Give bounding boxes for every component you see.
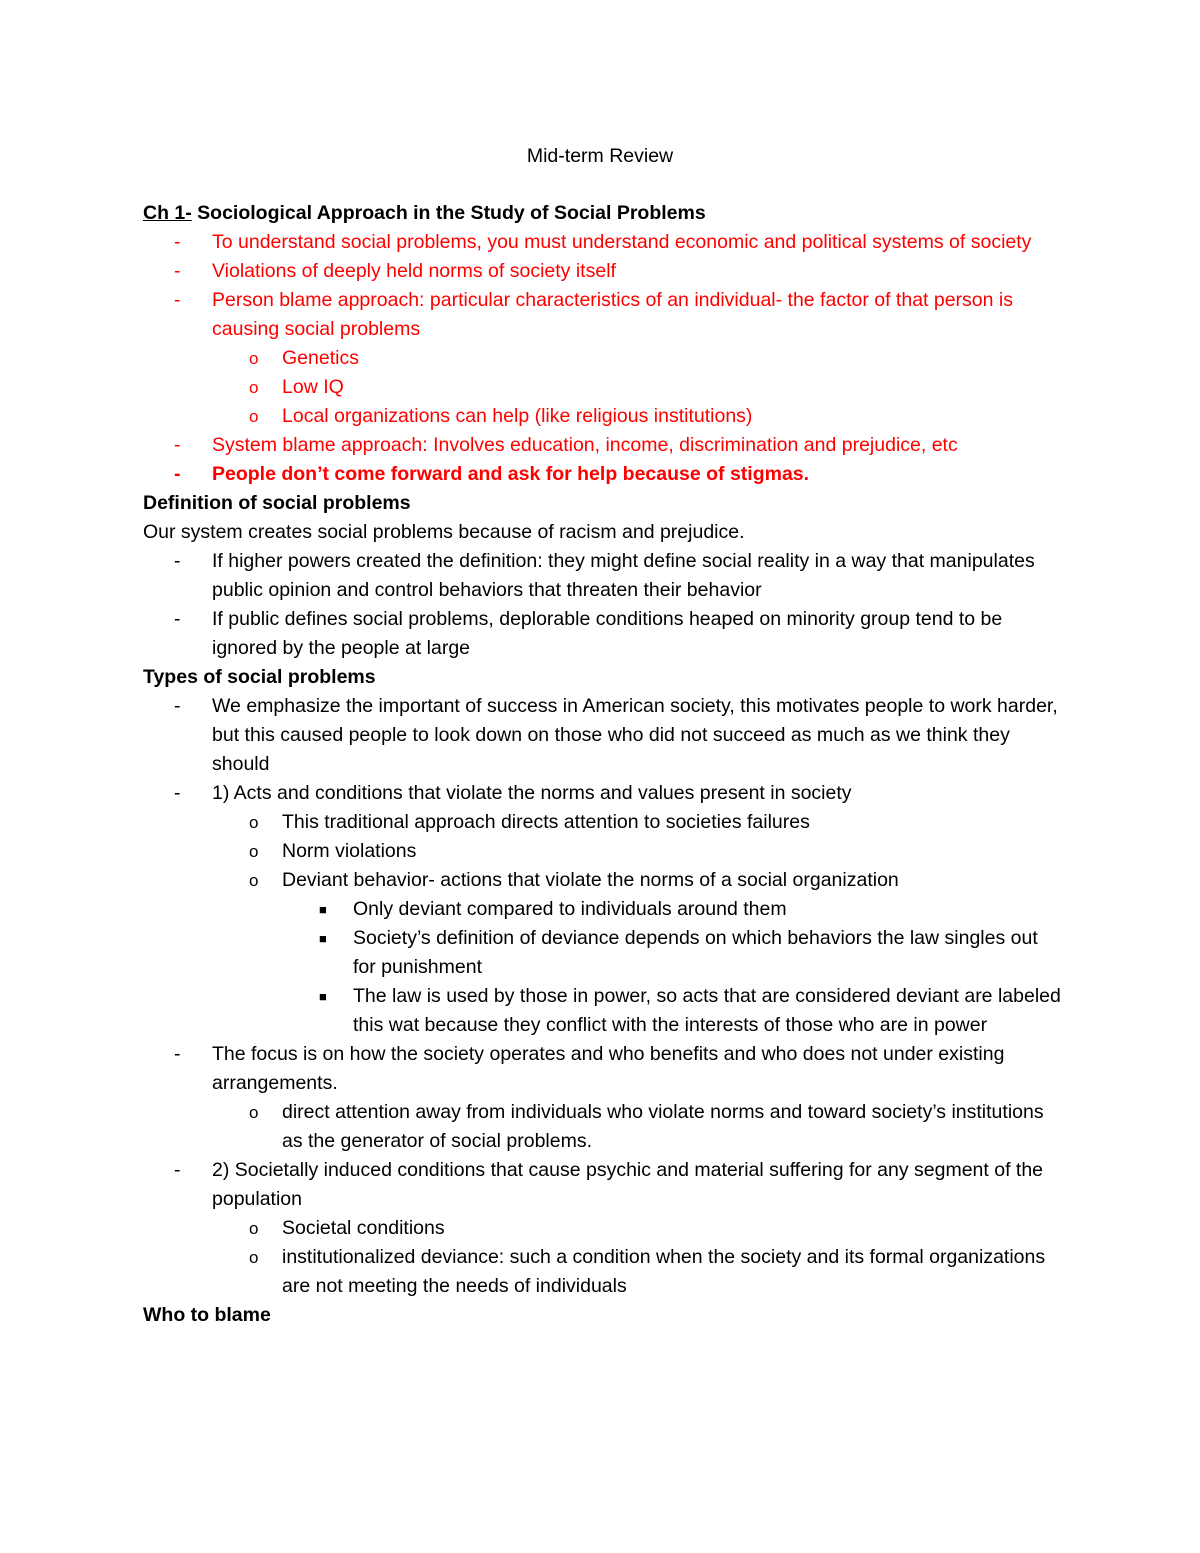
line-text: Person blame approach: particular characteristics of an individual- the factor of that person is causing social problems [212,289,1013,340]
dash-bullet-icon: - [174,782,181,804]
list-item [143,460,1063,489]
sub-list-item [143,1098,1063,1156]
circle-bullet-icon: o [249,407,259,426]
line-text: Local organizations can help (like religious institutions) [282,405,753,427]
section-heading [143,663,1063,692]
line-text: If public defines social problems, deplorable conditions heaped on minority group tend to be ignored by the people at large [212,608,1003,659]
chapter-label: Ch 1- [143,202,192,224]
sub-sub-list-item [143,895,1063,924]
line-text: Low IQ [282,376,344,398]
section-heading [143,1301,1063,1330]
list-item [143,692,1063,779]
square-bullet-icon: ■ [319,902,327,917]
line-text: Who to blame [143,1304,271,1326]
circle-bullet-icon: o [249,349,259,368]
list-item [143,228,1063,257]
sub-list-item [143,373,1063,402]
sub-list-item [143,1243,1063,1301]
sub-list-item [143,837,1063,866]
document-body [143,199,1063,1330]
line-text: Norm violations [282,840,417,862]
line-text: This traditional approach directs attention to societies failures [282,811,810,833]
dash-bullet-icon: - [174,231,181,253]
list-item [143,286,1063,344]
sub-sub-list-item [143,924,1063,982]
list-item [143,605,1063,663]
circle-bullet-icon: o [249,842,259,861]
circle-bullet-icon: o [249,1219,259,1238]
line-text: 1) Acts and conditions that violate the norms and values present in society [212,782,852,804]
circle-bullet-icon: o [249,378,259,397]
circle-bullet-icon: o [249,1248,259,1267]
line-text: Types of social problems [143,666,376,688]
line-text: Violations of deeply held norms of society itself [212,260,616,282]
sub-list-item [143,1214,1063,1243]
dash-bullet-icon: - [174,695,181,717]
line-text: Definition of social problems [143,492,411,514]
list-item [143,1040,1063,1098]
line-text: Society’s definition of deviance depends on which behaviors the law singles out for punishment [353,927,1038,978]
sub-list-item [143,402,1063,431]
sub-sub-list-item [143,982,1063,1040]
paragraph [143,518,1063,547]
dash-bullet-icon: - [174,1043,181,1065]
sub-list-item [143,808,1063,837]
dash-bullet-icon: - [174,289,181,311]
dash-bullet-icon: - [174,463,181,485]
line-text: direct attention away from individuals who violate norms and toward society’s institutions as the generator of social problems. [282,1101,1044,1152]
sub-list-item [143,866,1063,895]
dash-bullet-icon: - [174,608,181,630]
dash-bullet-icon: - [174,434,181,456]
line-text: Genetics [282,347,359,369]
dash-bullet-icon: - [174,1159,181,1181]
line-text: institutionalized deviance: such a condition when the society and its formal organizations are not meeting the needs of individuals [282,1246,1046,1297]
circle-bullet-icon: o [249,1103,259,1122]
line-text: The focus is on how the society operates and who benefits and who does not under existing arrangements. [212,1043,1005,1094]
circle-bullet-icon: o [249,871,259,890]
line-text: Sociological Approach in the Study of Social Problems [191,202,706,224]
section-heading [143,199,1063,228]
line-text: The law is used by those in power, so acts that are considered deviant are labeled this wat because they conflict with the interests of those who are in power [353,985,1061,1036]
list-item [143,257,1063,286]
line-text: Our system creates social problems because of racism and prejudice. [143,521,745,543]
dash-bullet-icon: - [174,260,181,282]
list-item [143,431,1063,460]
line-text: To understand social problems, you must understand economic and political systems of society [212,231,1032,253]
line-text: System blame approach: Involves education, income, discrimination and prejudice, etc [212,434,958,456]
list-item [143,779,1063,808]
line-text: If higher powers created the definition: they might define social reality in a way that manipulates public opinion and control behaviors that threaten their behavior [212,550,1035,601]
square-bullet-icon: ■ [319,931,327,946]
line-text: Deviant behavior- actions that violate the norms of a social organization [282,869,899,891]
page-title: Mid-term Review [526,145,674,167]
line-text: Only deviant compared to individuals around them [353,898,787,920]
square-bullet-icon: ■ [319,989,327,1004]
line-text: We emphasize the important of success in American society, this motivates people to work harder, but this caused people to look down on those who did not succeed as much as we think they should [212,695,1058,775]
circle-bullet-icon: o [249,813,259,832]
section-heading [143,489,1063,518]
sub-list-item [143,344,1063,373]
dash-bullet-icon: - [174,550,181,572]
list-item [143,1156,1063,1214]
list-item [143,547,1063,605]
line-text: Societal conditions [282,1217,445,1239]
line-text: 2) Societally induced conditions that cause psychic and material suffering for any segment of the population [212,1159,1044,1210]
line-text: People don’t come forward and ask for help because of stigmas. [212,463,810,485]
